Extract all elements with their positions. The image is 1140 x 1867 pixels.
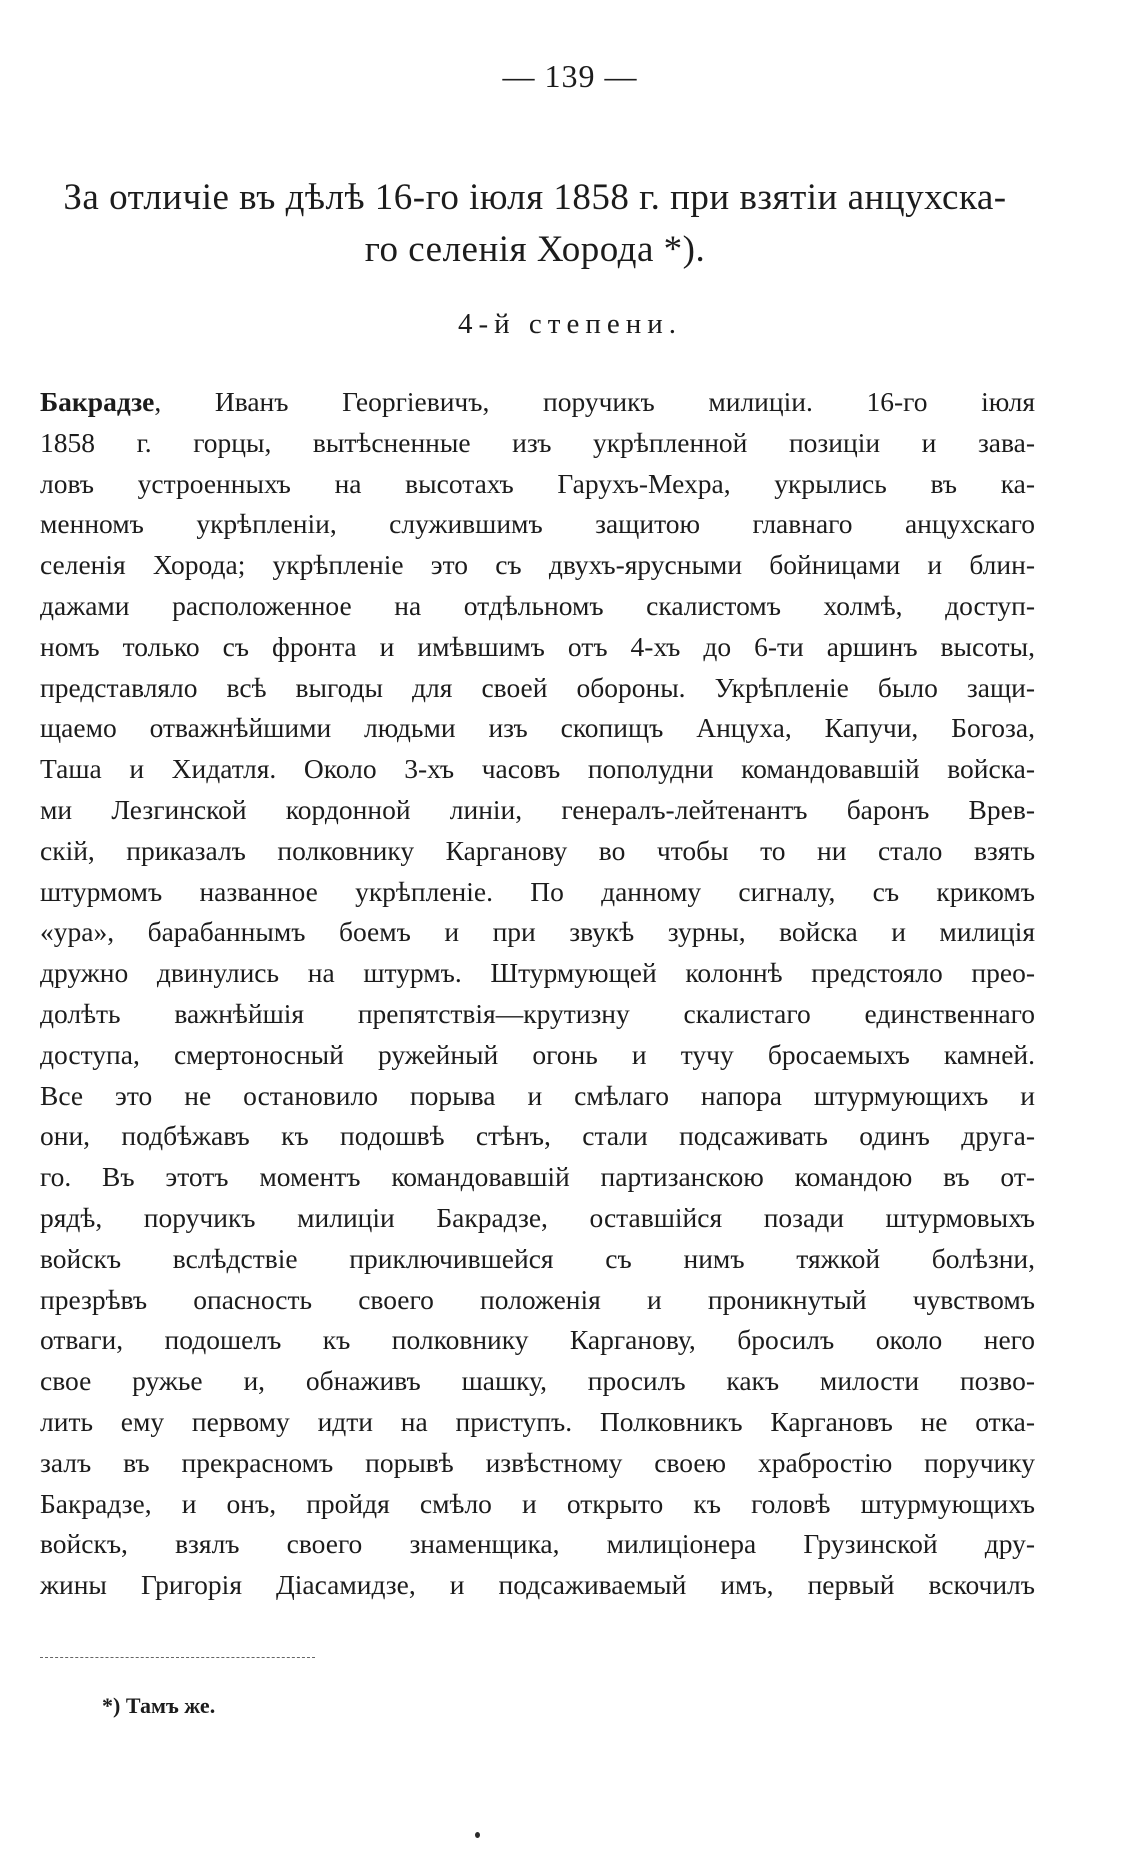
section-heading <box>40 172 1030 276</box>
body-line: ми Лезгинской кордонной линіи, генералъ-лейтенантъ баронъ Врев- <box>40 793 1035 825</box>
award-degree-subheading: 4-й степени. <box>457 308 683 340</box>
body-line: скій, приказалъ полковнику Карганову во чтобы то ни стало взять <box>40 834 1035 866</box>
body-line: долѣть важнѣйшія препятствія—крутизну скалистаго единственнаго <box>40 997 1035 1029</box>
body-line: менномъ укрѣпленіи, служившимъ защитою главнаго анцухскаго <box>40 508 1035 540</box>
body-line: номъ только съ фронта и имѣвшимъ отъ 4-хъ до 6-ти аршинъ высоты, <box>40 630 1035 662</box>
body-line: они, подбѣжавъ къ подошвѣ стѣнъ, стали подсаживать одинъ друга- <box>40 1120 1035 1152</box>
body-line: войскъ, взялъ своего знаменщика, милиціонера Грузинской дру- <box>40 1528 1035 1560</box>
body-line: отваги, подошелъ къ полковнику Карганову, бросилъ около него <box>40 1324 1035 1356</box>
ink-speck <box>475 1832 480 1838</box>
body-line: щаемо отважнѣйшими людьми изъ скопищъ Анцуха, Капучи, Богоза, <box>40 712 1035 744</box>
first-line-text: , Иванъ Георгіевичъ, поручикъ милиціи. 16-го іюля <box>154 386 1035 417</box>
lead-name: Бакрадзе <box>40 386 155 417</box>
body-line: жины Григорія Діасамидзе, и подсаживаемый имъ, первый вскочилъ <box>40 1569 1035 1601</box>
body-line: представляло всѣ выгоды для своей обороны. Укрѣпленіе было защи- <box>40 671 1035 703</box>
page-number: — 139 — <box>502 58 638 94</box>
body-line: презрѣвъ опасность своего положенія и проникнутый чувствомъ <box>40 1283 1035 1315</box>
body-line: селенія Хорода; укрѣпленіе это съ двухъ-ярусными бойницами и блин- <box>40 549 1035 581</box>
body-line: го. Въ этотъ моментъ командовавшій партизанскою командою въ от- <box>40 1161 1035 1193</box>
body-line: дажами расположенное на отдѣльномъ скалистомъ холмѣ, доступ- <box>40 589 1035 621</box>
body-line: войскъ вслѣдствіе приключившейся съ нимъ тяжкой болѣзни, <box>40 1242 1035 1274</box>
footnote-divider <box>40 1657 315 1658</box>
body-line: лить ему первому идти на приступъ. Полковникъ Каргановъ не отка- <box>40 1405 1035 1437</box>
body-line: свое ружье и, обнаживъ шашку, просилъ какъ милости позво- <box>40 1365 1035 1397</box>
body-line: штурмомъ названное укрѣпленіе. По данному сигналу, съ крикомъ <box>40 875 1035 907</box>
section-heading-line-2: го селенія Хорода *). <box>364 229 706 270</box>
body-line: Все это не остановило порыва и смѣлаго напора штурмующихъ и <box>40 1079 1035 1111</box>
body-line: дружно двинулись на штурмъ. Штурмующей колоннѣ предстояло прео- <box>40 957 1035 989</box>
body-line: «ура», барабаннымъ боемъ и при звукѣ зурны, войска и милиція <box>40 916 1035 948</box>
body-line: залъ въ прекрасномъ порывѣ извѣстному своею храбростію поручику <box>40 1446 1035 1478</box>
body-paragraph <box>40 382 1035 1606</box>
body-line: ловъ устроенныхъ на высотахъ Гарухъ-Мехра, укрылись въ ка- <box>40 467 1035 499</box>
section-heading-line-1: За отличіе въ дѣлѣ 16-го іюля 1858 г. при взятіи анцухска- <box>63 177 1007 218</box>
body-line <box>40 382 1035 423</box>
body-line: Таша и Хидатля. Около 3-хъ часовъ пополудни командовавшій войска- <box>40 753 1035 785</box>
body-line: 1858 г. горцы, вытѣсненные изъ укрѣпленной позиціи и зава- <box>40 426 1035 458</box>
body-line: доступа, смертоносный ружейный огонь и тучу бросаемыхъ камней. <box>40 1038 1035 1070</box>
body-line: рядѣ, поручикъ милиціи Бакрадзе, оставшійся позади штурмовыхъ <box>40 1201 1035 1233</box>
footnote: *) Тамъ же. <box>102 1693 216 1718</box>
body-line: Бакрадзе, и онъ, пройдя смѣло и открыто къ головѣ штурмующихъ <box>40 1487 1035 1519</box>
